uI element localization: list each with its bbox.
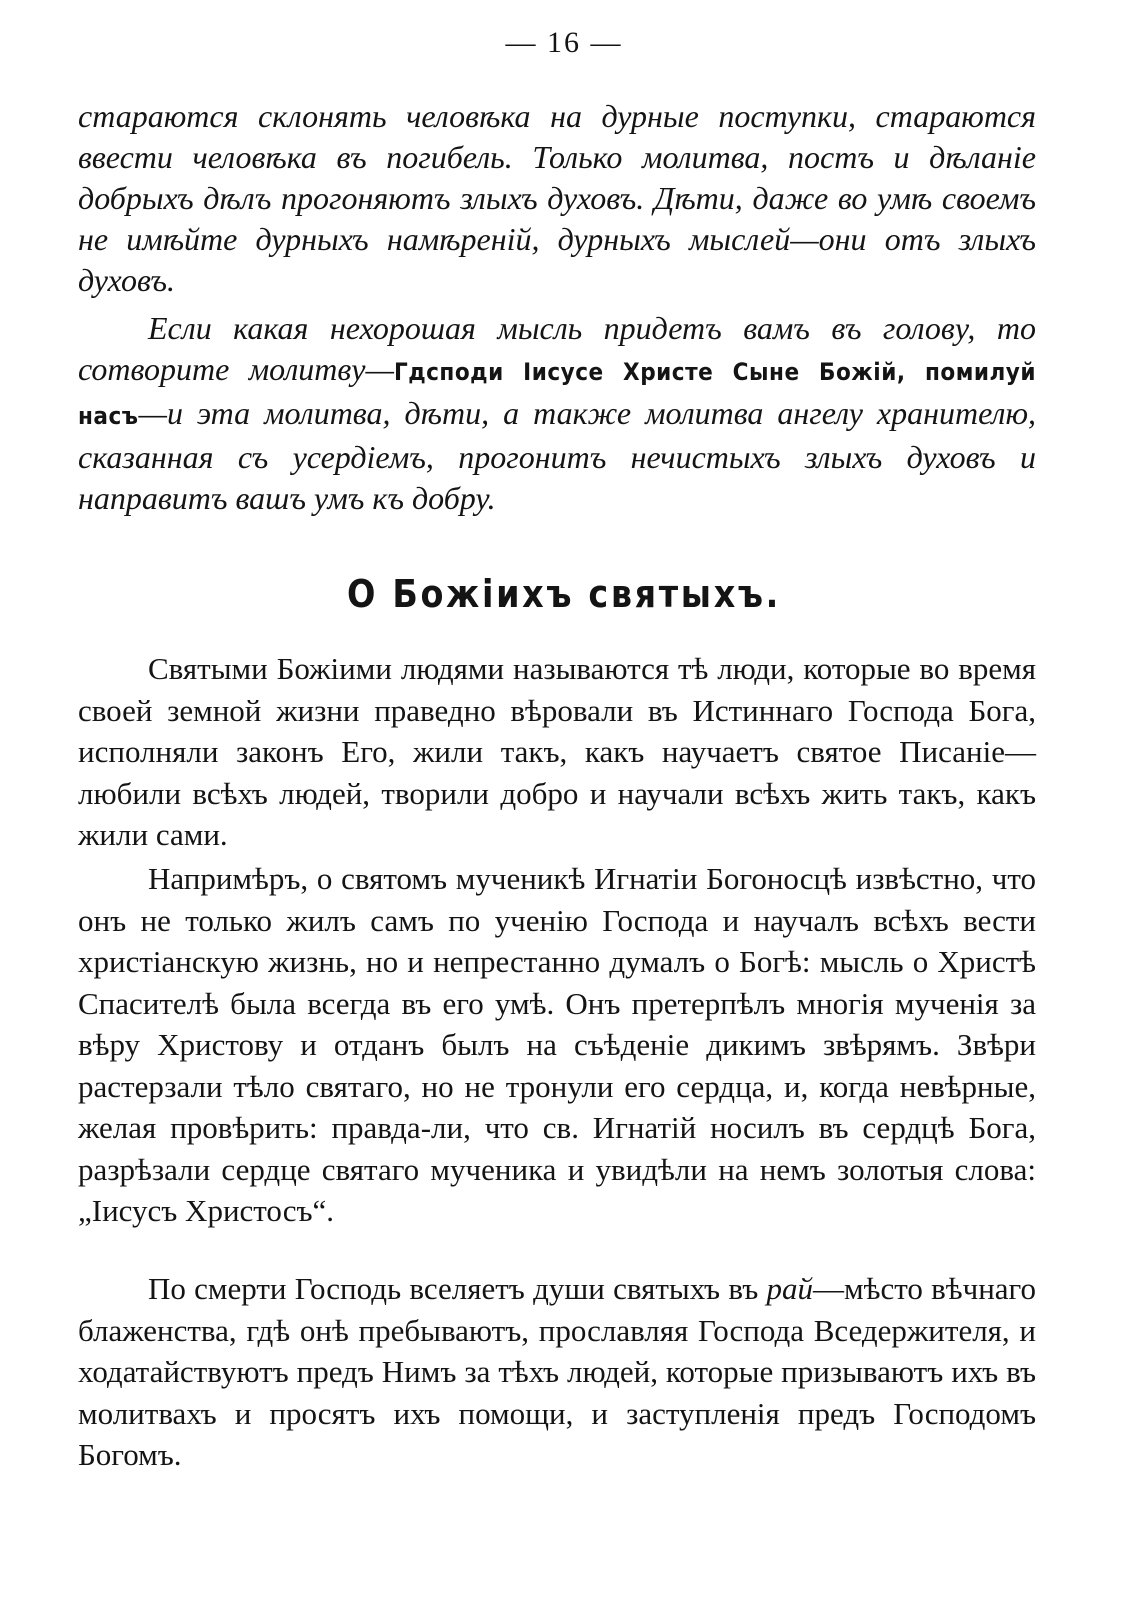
page-number: — 16 — bbox=[505, 26, 623, 59]
paragraph-start: По смерти Господь вселяетъ души святыхъ въ bbox=[148, 1271, 767, 1306]
prayer-outro-text: —и эта молитва, дѣти, а также молитва ангелу хранителю, сказанная съ усердіемъ, прогонитъ нечистыхъ злыхъ духовъ и направитъ вашъ умъ къ добру. bbox=[78, 395, 1036, 516]
paragraph-end: —мѣсто вѣчнаго блаженства, гдѣ онѣ пребываютъ, прославляя Господа Вседержителя, и ходатайствуютъ предъ Нимъ за тѣхъ людей, которые призываютъ ихъ въ молитвахъ и просятъ ихъ помощи, и заступленія предъ Господомъ Богомъ. bbox=[78, 1271, 1037, 1472]
paragraph-text: Святыми Божіими людями называются тѣ люди, которые во время своей земной жизни праведно вѣровали въ Истиннаго Господа Бога, исполняли законъ Его, жили такъ, какъ научаетъ святое Писаніе—любили всѣхъ людей, творили добро и научали всѣхъ жить такъ, какъ жили сами. bbox=[78, 651, 1036, 852]
church-slavonic-prayer: Гдсподи Іисусе Христе Сыне Божій, помилуй насъ bbox=[78, 358, 1036, 430]
paragraph-text bbox=[78, 1268, 1036, 1476]
paragraph-ignatius bbox=[78, 858, 1036, 1232]
italic-paragraph-text: стараются склонять человѣка на дурные поступки, стараются ввести человѣка въ погибель. Только молитва, постъ и дѣланіе добрыхъ дѣлъ прогоняютъ злыхъ духовъ. Дѣти, даже во умѣ своемъ не имѣйте дурныхъ намѣреній, дурныхъ мыслей—они отъ злыхъ духовъ. bbox=[78, 98, 1036, 298]
italic-paragraph-prayer-text bbox=[78, 308, 1036, 519]
italic-paragraph-evil-spirits bbox=[78, 96, 1036, 301]
section-heading: О Божіихъ святыхъ. bbox=[346, 572, 782, 616]
paragraph-saints-definition bbox=[78, 648, 1036, 856]
paragraph-text: Напримѣръ, о святомъ мученикѣ Игнатіи Богоносцѣ извѣстно, что онъ не только жилъ самъ по ученію Господа и научалъ всѣхъ вести христіанскую жизнь, но и непрестанно думалъ о Богѣ: мысль о Христѣ Спасителѣ была всегда въ его умѣ. Онъ претерпѣлъ многія мученія за вѣру Христову и отданъ былъ на съѣденіе дикимъ звѣрямъ. Звѣри растерзали тѣло святаго, но не тронули его сердца, и, когда невѣрные, желая провѣрить: правда-ли, что св. Игнатій носилъ въ сердцѣ Бога, разрѣзали сердце святаго мученика и увидѣли на немъ золотыя слова: „Іисусъ Христосъ“. bbox=[78, 861, 1036, 1228]
prayer-intro-text: Если какая нехорошая мысль придетъ вамъ въ голову, то сотворите молитву— bbox=[78, 310, 1036, 387]
paragraph-paradise bbox=[78, 1268, 1036, 1476]
word-paradise: рай bbox=[766, 1271, 814, 1306]
italic-paragraph-prayer bbox=[78, 308, 1036, 519]
